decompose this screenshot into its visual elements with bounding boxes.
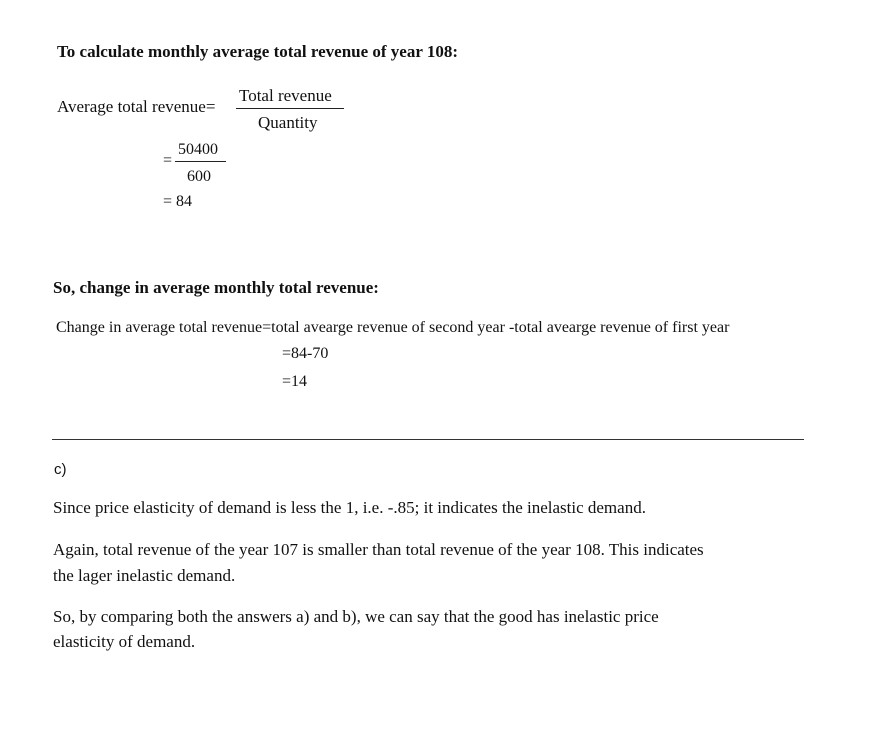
fraction-numerator-label: Total revenue: [239, 86, 332, 105]
change-step2: =14: [282, 373, 308, 390]
section-c-para1: Since price elasticity of demand is less the 1, i.e. -.85; it indicates the inelastic demand.: [53, 498, 646, 517]
section-c-para2-line2: the lager inelastic demand.: [53, 566, 236, 585]
eq-sign: =: [163, 152, 173, 169]
change-step1: =84-70: [282, 345, 329, 362]
change-equation: Change in average total revenue=total avearge revenue of second year -total avearge revenue of first year: [56, 319, 730, 336]
section-c-para3-line1: So, by comparing both the answers a) and b), we can say that the good has inelastic price: [53, 607, 659, 626]
fraction-denominator-label: Quantity: [258, 113, 318, 132]
fraction-bar-formula: [236, 108, 344, 109]
change-heading: So, change in average monthly total revenue:: [53, 278, 379, 297]
avg-revenue-formula-label: Average total revenue=: [57, 97, 216, 116]
fraction-numerator-value: 50400: [178, 141, 218, 158]
fraction-denominator-value: 600: [187, 168, 211, 185]
avg-revenue-heading: To calculate monthly average total revenue of year 108:: [57, 42, 459, 61]
fraction-bar-values: [175, 161, 226, 162]
section-c-para2-line1: Again, total revenue of the year 107 is smaller than total revenue of the year 108. This indicates: [53, 540, 704, 559]
section-divider: [52, 439, 804, 440]
section-c-label: c): [54, 461, 67, 478]
section-c-para3-line2: elasticity of demand.: [53, 632, 196, 651]
avg-revenue-result: = 84: [163, 193, 193, 210]
